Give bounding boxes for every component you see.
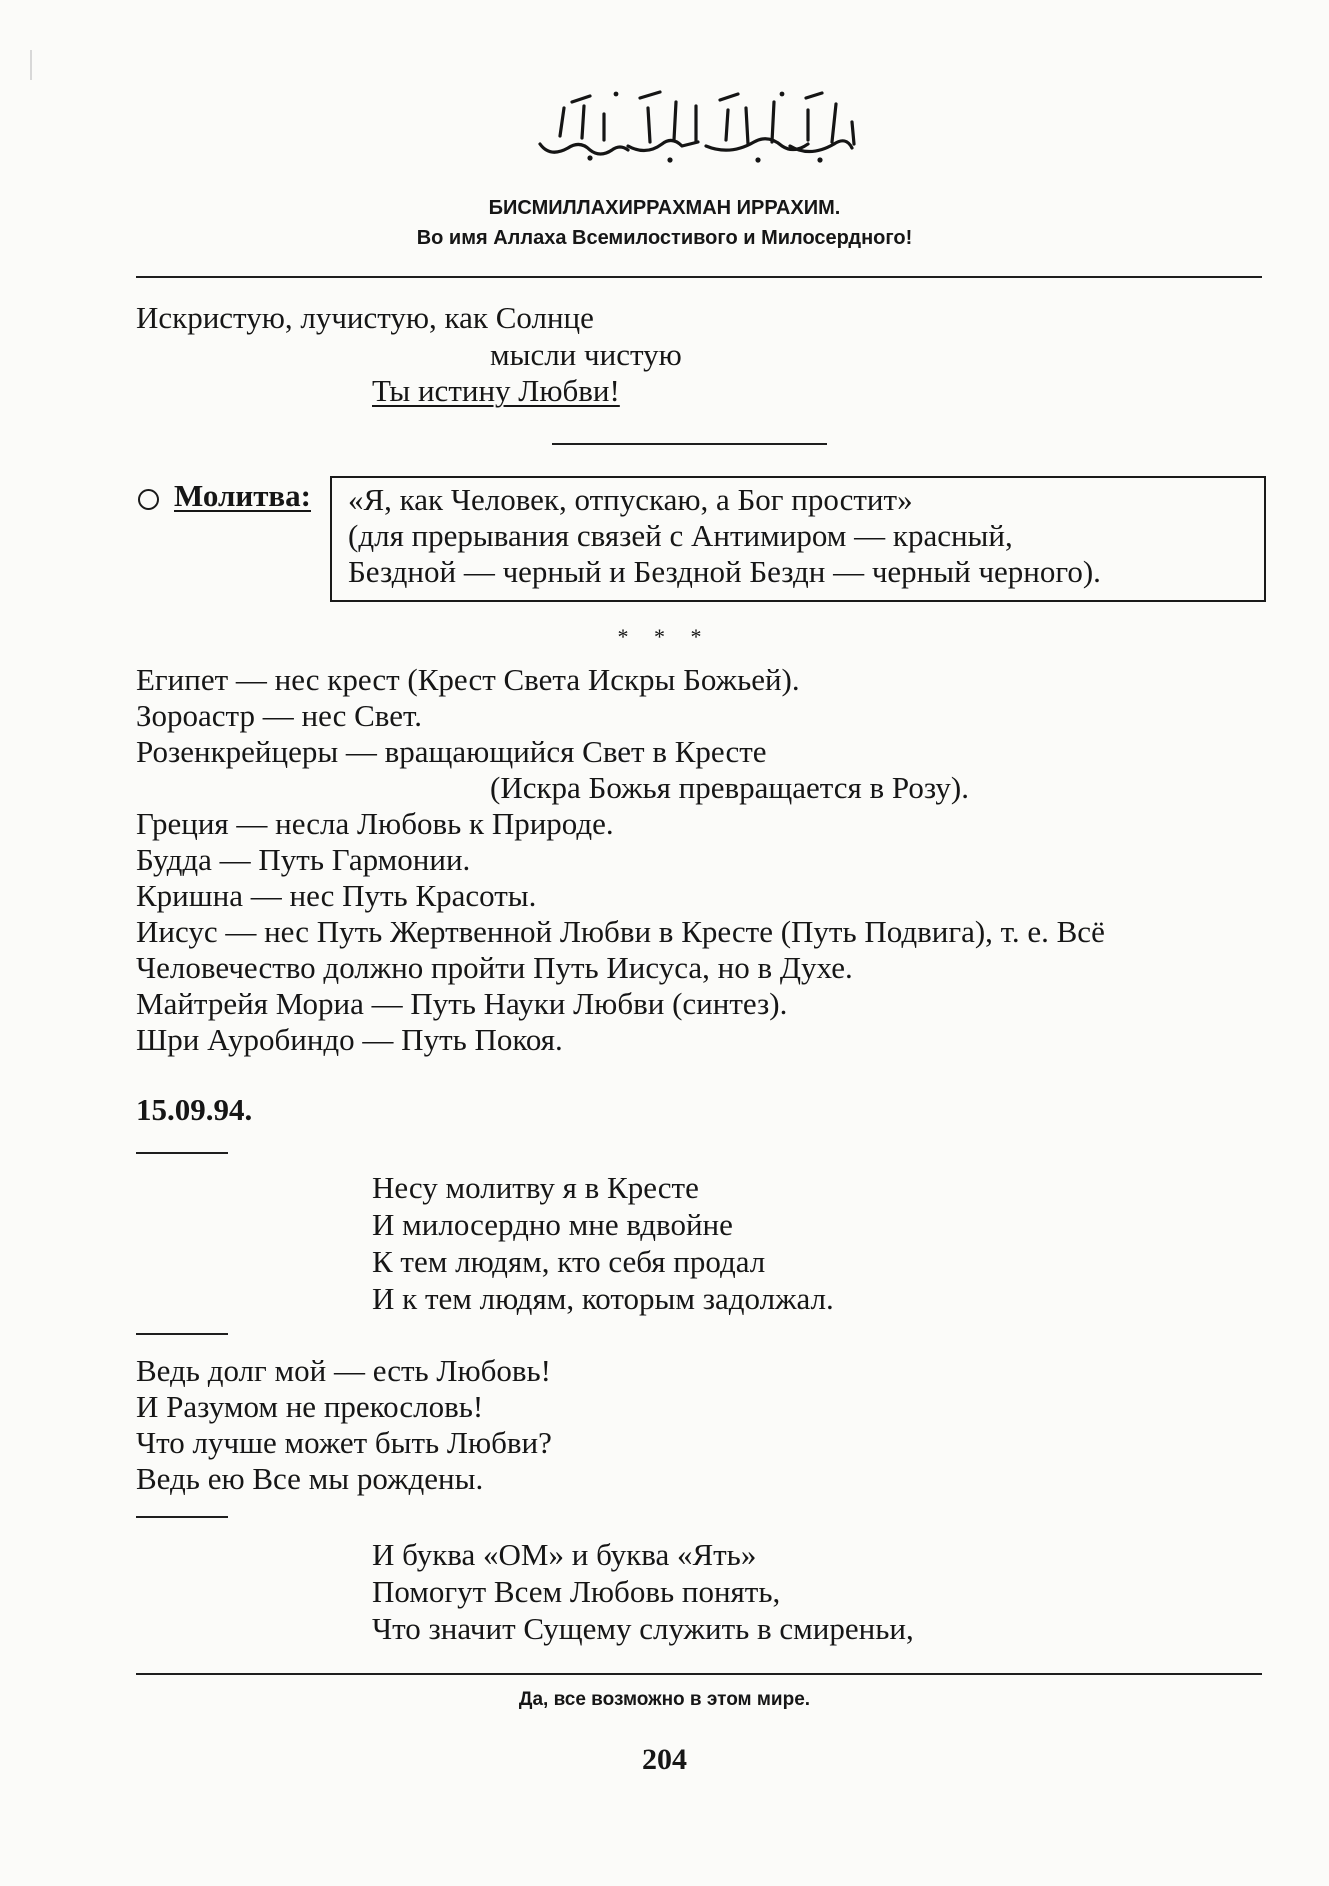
teaching-line: (Искра Божья превращается в Розу). — [490, 770, 969, 805]
stanza1-line: И милосердно мне вдвойне — [372, 1207, 733, 1242]
verse-divider — [552, 443, 827, 445]
stanza2-line: И Разумом не прекословь! — [136, 1389, 484, 1424]
prayer-label: Молитва: — [174, 478, 311, 513]
entry-date: 15.09.94. — [136, 1092, 253, 1127]
teaching-line: Шри Ауробиндо — Путь Покоя. — [136, 1022, 563, 1057]
teaching-line: Иисус — нес Путь Жертвенной Любви в Кресте (Путь Подвига), т. е. Всё — [136, 914, 1105, 949]
verse1-line1: Искристую, лучистую, как Солнце — [136, 300, 594, 335]
short-rule — [136, 1333, 228, 1335]
footer-rule — [136, 1673, 1262, 1675]
footer-motto: Да, все возможно в этом мире. — [518, 1689, 811, 1710]
verse1-line2: мысли чистую — [490, 337, 682, 372]
stanza1-line: Несу молитву я в Кресте — [372, 1170, 699, 1205]
scan-margin-mark — [30, 50, 32, 80]
section-separator-stars: * * * — [617, 624, 712, 649]
page-number: 204 — [642, 1743, 687, 1776]
teaching-line: Египет — нес крест (Крест Света Искры Божьей). — [136, 662, 800, 697]
header-rule — [136, 276, 1262, 278]
stanza2-line: Что лучше может быть Любви? — [136, 1425, 552, 1460]
stanza3-line: Помогут Всем Любовь понять, — [372, 1574, 781, 1609]
teaching-line: Кришна — нес Путь Красоты. — [136, 878, 537, 913]
stanza3-line: И буква «ОМ» и буква «Ять» — [372, 1537, 757, 1572]
teaching-line: Будда — Путь Гармонии. — [136, 842, 471, 877]
prayer-line1: «Я, как Человек, отпускаю, а Бог простит» — [348, 482, 913, 517]
bismillah-subtitle: Во имя Аллаха Всемилостивого и Милосердного! — [416, 227, 913, 249]
stanza2-line: Ведь ею Все мы рождены. — [136, 1461, 484, 1496]
stanza3-line: Что значит Сущему служить в смиреньи, — [372, 1611, 914, 1646]
stanza1-line: К тем людям, кто себя продал — [372, 1244, 766, 1279]
verse1-line3: Ты истину Любви! — [372, 373, 620, 408]
short-rule — [136, 1516, 228, 1518]
bullet-circle-icon — [138, 489, 159, 510]
teaching-line: Зороастр — нес Свет. — [136, 698, 422, 733]
teaching-line: Майтрейя Мориа — Путь Науки Любви (синтез). — [136, 986, 788, 1021]
teaching-line: Розенкрейцеры — вращающийся Свет в Кресте — [136, 734, 767, 769]
bismillah-title: БИСМИЛЛАХИРРАХМАН ИРРАХИМ. — [488, 197, 841, 219]
teaching-line: Греция — несла Любовь к Природе. — [136, 806, 614, 841]
stanza2-line: Ведь долг мой — есть Любовь! — [136, 1353, 551, 1388]
bismillah-calligraphy — [520, 84, 870, 174]
teaching-line: Человечество должно пройти Путь Иисуса, но в Духе. — [136, 950, 853, 985]
prayer-line2: (для прерывания связей с Антимиром — красный, — [348, 518, 1013, 553]
stanza1-line: И к тем людям, которым задолжал. — [372, 1281, 834, 1316]
short-rule — [136, 1152, 228, 1154]
prayer-line3: Бездной — черный и Бездной Бездн — черный черного). — [348, 554, 1101, 589]
